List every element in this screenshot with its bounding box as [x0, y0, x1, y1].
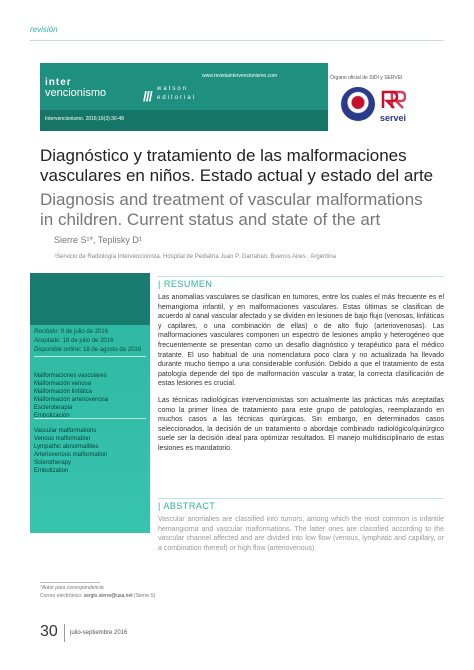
abstract-heading: | ABSTRACT	[158, 501, 216, 511]
keyword-es: Malformación venosa	[34, 381, 92, 387]
keyword-en: Lympathic abnormalities	[34, 444, 99, 450]
keyword-en: Sclerotherapy	[34, 460, 72, 466]
title-spanish: Diagnóstico y tratamiento de las malformaciones vasculares en niños. Estado actual y estado del arte	[40, 146, 434, 185]
date-accepted: Aceptado: 18 de julio de 2016	[34, 338, 114, 344]
correspondence-email: Correo electrónico: sergio.sierre@usa.net (Sierre S)	[40, 593, 156, 599]
keyword-en: Vascular malformations	[34, 428, 97, 434]
servei-logo-icon	[380, 88, 406, 112]
abstract-rule	[158, 498, 444, 499]
servei-label: servei	[380, 113, 407, 123]
resumen-rule	[158, 276, 444, 277]
keyword-es: Malformación arteriovenosa	[34, 397, 109, 403]
keyword-es: Malformaciones vasculares	[34, 373, 107, 379]
keywords-spanish	[34, 372, 108, 420]
resumen-heading: | RESUMEN	[158, 279, 213, 289]
date-received: Recibido: 9 de julio de 2016	[34, 329, 109, 335]
keyword-es: Malformación linfática	[34, 389, 93, 395]
issue-date: julio-septiembre 2016	[70, 630, 128, 636]
article-dates	[34, 328, 141, 355]
title-english: Diagnosis and treatment of vascular malformations in children. Current status and state of the art	[40, 190, 423, 229]
citation: Intervencionismo. 2016;16(3):30-48	[45, 116, 124, 122]
publisher-mark: ///	[143, 88, 152, 104]
top-divider	[30, 40, 444, 41]
section-label: revisión	[30, 25, 58, 34]
logo-top: inter	[45, 77, 72, 88]
resumen-paragraph-1: Las anomalías vasculares se clasifican en tumores, entre los cuales el más frecuente es el hemangioma infantil, y en malformaciones vasculares. Estas últimas se clasifican de acuerdo al canal vascular afectado y se dividen en lesiones de bajo flujo (venosas, linfáticas y capilares, o una combinación de ellas) o de alto flujo (arteriovenosas). Las malformaciones vasculares componen un espectro de lesiones amplio y heterogéneo que frecuentemente se presentan como un desafío diagnóstico y terapéutico para el médico tratante. El uso habitual de una nomenclatura poco clara y no actualizada ha llevado durante mucho tiempo a una considerable confusión. Debido a que el tratamiento de esta patología depende del tipo de malformación vascular a tratar, la correcta clasificación de estas lesiones es crucial.	[158, 294, 444, 388]
keywords-english	[34, 427, 107, 475]
sidebar-divider	[34, 356, 146, 357]
abstract-paragraph-1: Vascular anomalies are classified into tumors, among which the most common is infantile hemangioma and vascular malformations. The latter ones are classified according to the vascular channel affected and are divided into low flow (venous, lymphatic and capillary, or a combination thereof) or high flow (arteriovenous).	[158, 516, 444, 552]
journal-logo	[45, 77, 106, 99]
keyword-en: Venous malformation	[34, 436, 91, 442]
correspondence-label: *Autor para correspondencia	[40, 585, 104, 591]
keyword-en: Arteriovenous malformation	[34, 452, 108, 458]
sidebar-divider	[34, 418, 146, 419]
logo-bottom: vencionismo	[45, 87, 107, 99]
footnote-rule	[40, 582, 100, 583]
publisher-line1: watson	[157, 86, 189, 92]
page-number: 30	[40, 623, 58, 640]
sidi-seal-icon	[341, 87, 375, 121]
journal-url-link[interactable]: www.revistaintervencionismo.com	[202, 73, 278, 79]
keyword-en: Embolization	[34, 468, 69, 474]
keyword-es: Embolización	[34, 413, 70, 419]
date-online: Disponible online: 18 de agosto de 2016	[34, 347, 142, 353]
resumen-paragraph-2: Las técnicas radiológicas intervencionistas son actualmente las prácticas más aceptadas como la primer línea de tratamiento para este grupo de patologías, reemplazando en muchos casos a las técnicas quirúrgicas. Sin embargo, en determinados casos seleccionados, la decisión de un tratamiento o abordaje combinado radiológico/quirúrgico suele ser la decisión ideal para optimizar resultados. El manejo multidisciplinario de estas lesiones es mandatorio.	[158, 397, 444, 452]
publisher-logo	[157, 85, 196, 103]
email-link[interactable]: sergio.sierre@usa.net	[83, 593, 133, 599]
publisher-line2: editorial	[157, 95, 197, 101]
keyword-es: Escleroterapia	[34, 405, 73, 411]
organ-label: Órgano oficial de SIDI y SERVEI	[330, 75, 403, 81]
affiliation: ¹Servicio de Radiología Intervencionista. Hospital de Pediatría Juan P. Garrahan. Buenos Aires . Argentina	[54, 254, 337, 260]
authors: Sierre S¹*, Teplisky D¹	[54, 235, 142, 245]
page-divider	[64, 624, 65, 642]
